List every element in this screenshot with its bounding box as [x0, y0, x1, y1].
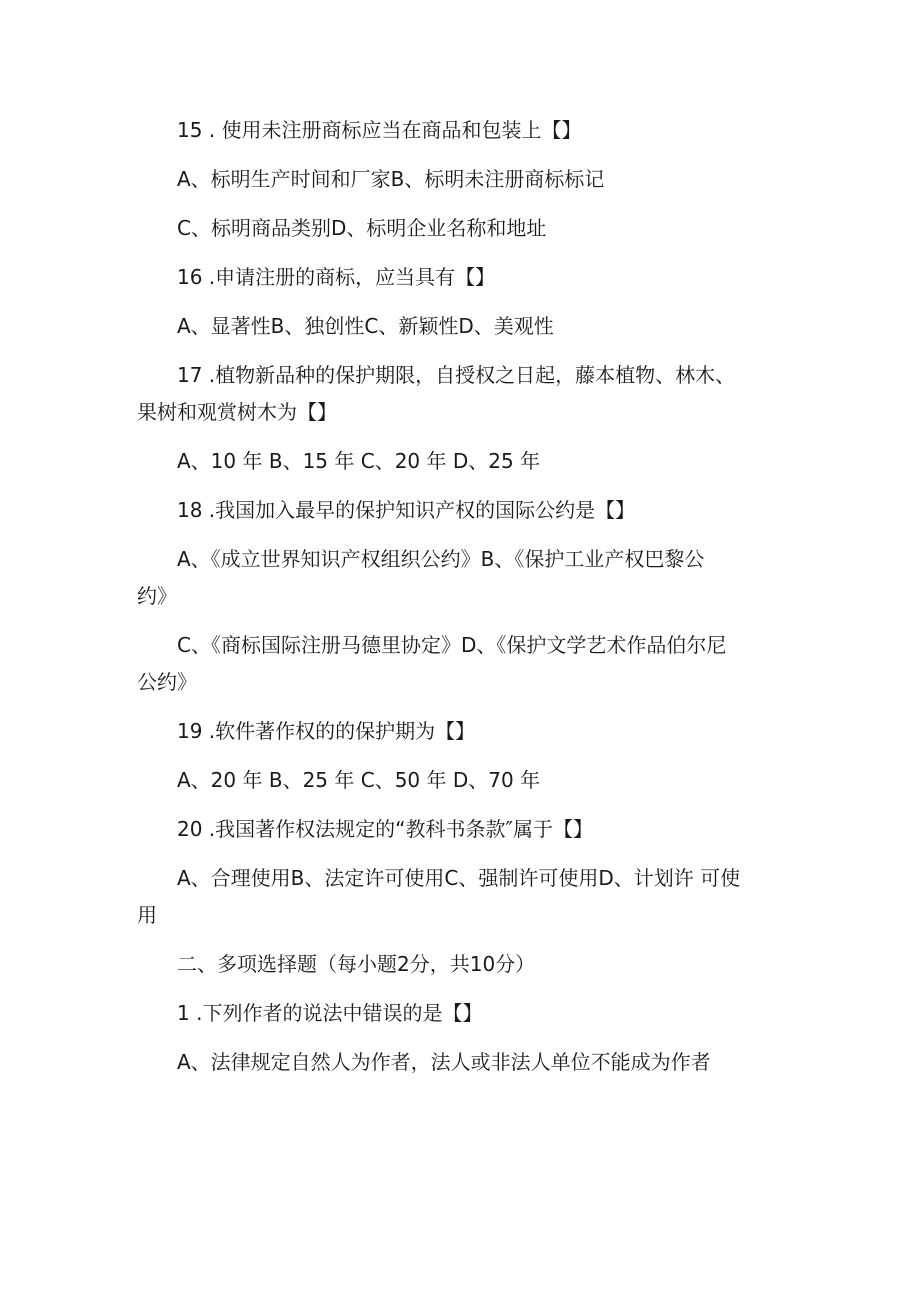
question-15-options-cd: C、标明商品类别D、标明企业名称和地址: [177, 216, 547, 240]
question-20-options-line-2: 用: [137, 903, 157, 927]
document-body: [137, 118, 792, 1099]
question-18-options-ab-line-1: A、《成立世界知识产权组织公约》B、《保护工业产权巴黎公: [177, 547, 705, 571]
question-15: 15 . 使用未注册商标应当在商品和包装上【】: [177, 118, 582, 142]
question-16-options: A、显著性B、独创性C、新颖性D、美观性: [177, 314, 554, 338]
question-17-line-1: 17 .植物新品种的保护期限，自授权之日起，藤本植物、林木、: [177, 363, 736, 387]
question-19: 19 .软件著作权的的保护期为【】: [177, 719, 476, 743]
question-15-options-ab: A、标明生产时间和厂家B、标明未注册商标标记: [177, 167, 605, 191]
question-20-options-line-1: A、合理使用B、法定许可使用C、强制许可使用D、计划许 可使: [177, 866, 741, 890]
question-20: 20 .我国著作权法规定的“教科书条款″属于【】: [177, 817, 593, 841]
multi-question-1-option-a: A、法律规定自然人为作者，法人或非法人单位不能成为作者: [177, 1050, 711, 1074]
question-17-options: A、10 年 B、15 年 C、20 年 D、25 年: [177, 449, 541, 473]
question-17-line-2: 果树和观赏树木为【】: [137, 400, 337, 424]
question-18-options-cd-line-1: C、《商标国际注册马德里协定》D、《保护文学艺术作品伯尔尼: [177, 633, 727, 657]
question-16: 16 .申请注册的商标，应当具有【】: [177, 265, 496, 289]
question-18-options-cd-line-2: 公约》: [137, 670, 197, 694]
question-18: 18 .我国加入最早的保护知识产权的国际公约是【】: [177, 498, 636, 522]
question-18-options-ab-line-2: 约》: [137, 584, 177, 608]
section-heading-multiple-choice: 二、多项选择题（每小题2分，共10分）: [177, 952, 536, 976]
question-19-options: A、20 年 B、25 年 C、50 年 D、70 年: [177, 768, 541, 792]
multi-question-1: 1 .下列作者的说法中错误的是【】: [177, 1001, 483, 1025]
